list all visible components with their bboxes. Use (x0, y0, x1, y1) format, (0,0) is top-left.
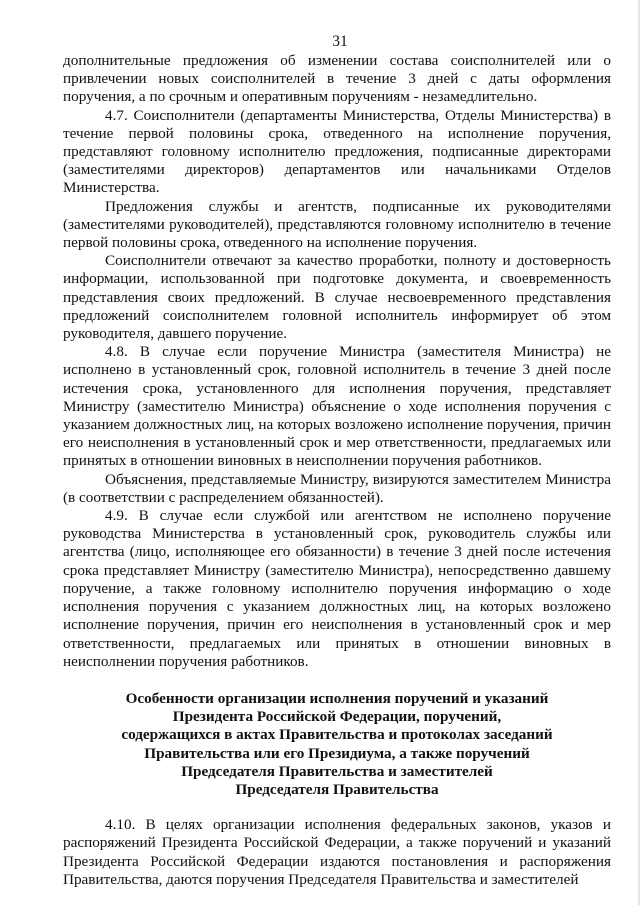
paragraph: 4.10. В целях организации исполнения федеральных законов, указов и распоряжений Президента Российской Федерации, а также поручений и указаний Президента Российской Федерации издаются постановления и распоряжения Правительства, даются поручения Председателя Правительства и заместителей (63, 816, 611, 888)
paragraph: 4.9. В случае если службой или агентством не исполнено поручение руководства Министерства в установленный срок, руководитель службы или агентства (лицо, исполняющее его обязанности) в течение 3 дней после истечения срока представляет Министру (заместителю Министра), непосредственно давшему поручение, а также головному исполнителю поручения информацию о ходе исполнения поручения с указанием должностных лиц, на которых возложено исполнение поручения, причин его неисполнения в установленный срок и мер ответственности, предлагаемых или принятых в отношении виновных в неисполнении поручения работников. (63, 507, 611, 670)
paragraph: 4.8. В случае если поручение Министра (заместителя Министра) не исполнено в установленный срок, головной исполнитель в течение 3 дней после истечения срока, установленного для исполнения поручения, представляет Министру (заместителю Министра) объяснение о ходе исполнения поручения с указанием должностных лиц, на которых возложено исполнение поручения, причин его неисполнения в установленный срок и мер ответственности, предлагаемых или принятых в отношении виновных в неисполнении поручения работников. (63, 343, 611, 470)
paragraph: Объяснения, представляемые Министру, визируются заместителем Министра (в соответствии с распределением обязанностей). (63, 470, 611, 506)
heading-line: Председателя Правительства (235, 780, 439, 798)
heading-line: Правительства или его Президиума, а также поручений (144, 744, 530, 762)
document-body (63, 52, 611, 889)
paragraph: дополнительные предложения об изменении состава соисполнителей или о привлечении новых соисполнителей в течение 3 дней с даты оформления поручения, а по срочным и оперативным поручениям - незамедлительно. (63, 52, 611, 106)
page-number: 31 (332, 33, 348, 50)
paragraph: Предложения службы и агентств, подписанные их руководителями (заместителями руководителей), представляются головному исполнителю в течение первой половины срока, отведенного на исполнение поручения. (63, 197, 611, 252)
paragraph: 4.7. Соисполнители (департаменты Министерства, Отделы Министерства) в течение первой половины срока, отведенного на исполнение поручения, представляют головному исполнителю предложения, подписанные директорами (заместителями директоров) департаментов или начальниками Отделов Министерства. (63, 106, 611, 197)
heading-line: Председателя Правительства и заместителей (181, 762, 493, 780)
heading-line: содержащихся в актах Правительства и протоколах заседаний (121, 726, 553, 744)
section-heading (63, 690, 611, 799)
heading-line: Президента Российской Федерации, поручений, (172, 708, 502, 726)
heading-line: Особенности организации исполнения поручений и указаний (125, 689, 549, 707)
paragraphs-after-heading (63, 816, 611, 889)
paragraph: Соисполнители отвечают за качество проработки, полноту и достоверность информации, использованной при подготовке документа, и своевременность представления своих предложений. В случае несвоевременного представления предложений соисполнителем головной исполнитель информирует об этом руководителя, давшего поручение. (63, 252, 611, 343)
paragraphs-before-heading (63, 52, 611, 671)
